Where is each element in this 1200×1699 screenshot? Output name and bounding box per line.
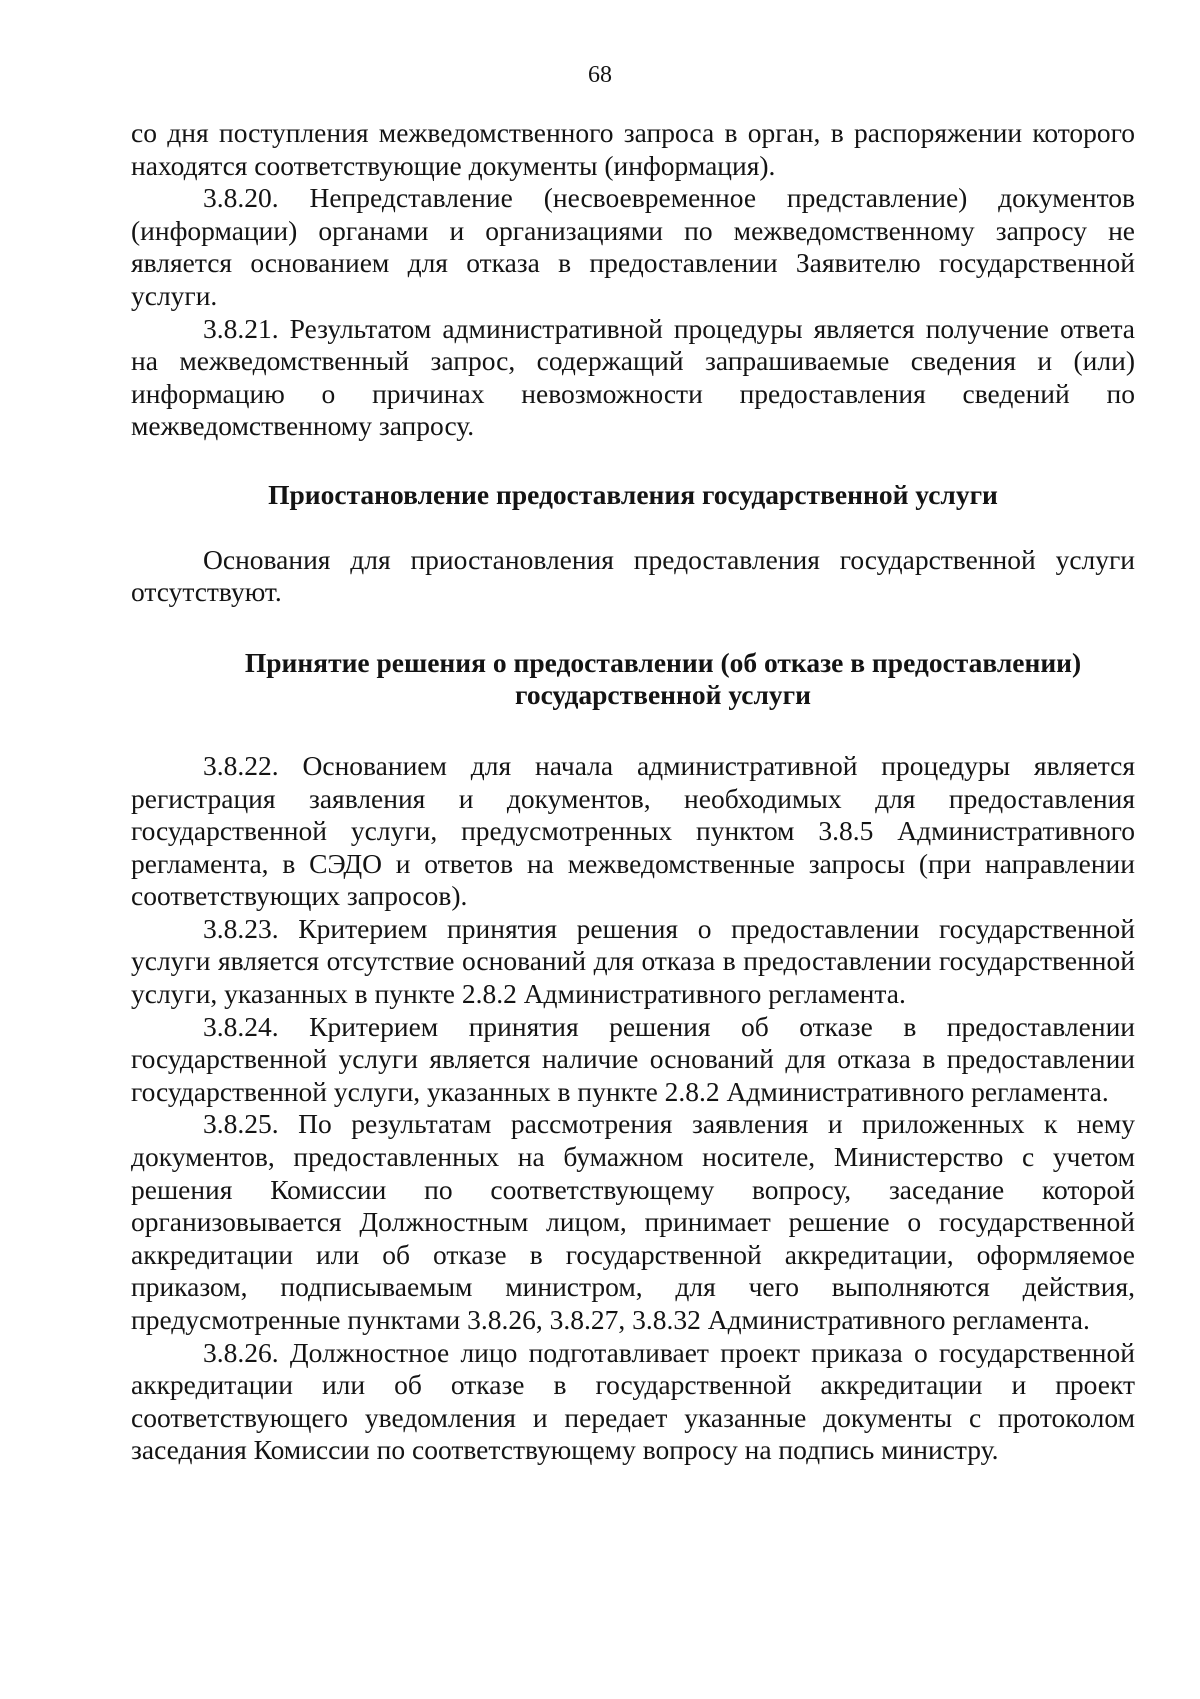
section-heading-decision-line1: Принятие решения о предоставлении (об отказе в предоставлении) bbox=[244, 646, 1082, 678]
paragraph-3-8-26: 3.8.26. Должностное лицо подготавливает проект приказа о государственной аккредитации или об отказе в государственной аккредитации и проект соответствующего уведомления и передает указанные документы с протоколом заседания Комиссии по соответствующему вопросу на подпись министру. bbox=[131, 1336, 1135, 1466]
document-body bbox=[131, 117, 1135, 1467]
paragraph-3-8-24: 3.8.24. Критерием принятия решения об отказе в предоставлении государственной услуги является наличие оснований для отказа в предоставлении государственной услуги, указанных в пункте 2.8.2 Административного регламента. bbox=[131, 1010, 1135, 1107]
page-number: 68 bbox=[588, 62, 612, 88]
section-heading-decision bbox=[131, 647, 1135, 712]
section-heading-suspension: Приостановление предоставления государственной услуги bbox=[268, 478, 998, 510]
continuation-paragraph: со дня поступления межведомственного запроса в орган, в распоряжении которого находятся соответствующие документы (информация). bbox=[131, 117, 1135, 181]
paragraph-3-8-20: 3.8.20. Непредставление (несвоевременное представление) документов (информации) органами и организациями по межведомственному запросу не является основанием для отказа в предоставлении Заявителю государственной услуги. bbox=[131, 182, 1135, 311]
paragraph-3-8-25: 3.8.25. По результатам рассмотрения заявления и приложенных к нему документов, предоставленных на бумажном носителе, Министерство с учетом решения Комиссии по соответствующему вопросу, заседание которой организовывается Должностным лицом, принимает решение о государственной аккредитации или об отказе в государственной аккредитации, оформляемое приказом, подписываемым министром, для чего выполняются действия, предусмотренные пунктами 3.8.26, 3.8.27, 3.8.32 Административного регламента. bbox=[131, 1108, 1135, 1335]
paragraph-suspension: Основания для приостановления предоставления государственной услуги отсутствуют. bbox=[131, 543, 1135, 608]
section-heading-decision-line2: государственной услуги bbox=[515, 679, 811, 711]
paragraph-3-8-21: 3.8.21. Результатом административной процедуры является получение ответа на межведомственный запрос, содержащий запрашиваемые сведения и (или) информацию о причинах невозможности предоставления сведений по межведомственному запросу. bbox=[131, 312, 1135, 442]
paragraph-3-8-22: 3.8.22. Основанием для начала административной процедуры является регистрация заявления и документов, необходимых для предоставления государственной услуги, предусмотренных пунктом 3.8.5 Административного регламента, в СЭДО и ответов на межведомственные запросы (при направлении соответствующих запросов). bbox=[131, 749, 1135, 912]
paragraph-3-8-23: 3.8.23. Критерием принятия решения о предоставлении государственной услуги является отсутствие оснований для отказа в предоставлении государственной услуги, указанных в пункте 2.8.2 Административного регламента. bbox=[131, 912, 1135, 1010]
